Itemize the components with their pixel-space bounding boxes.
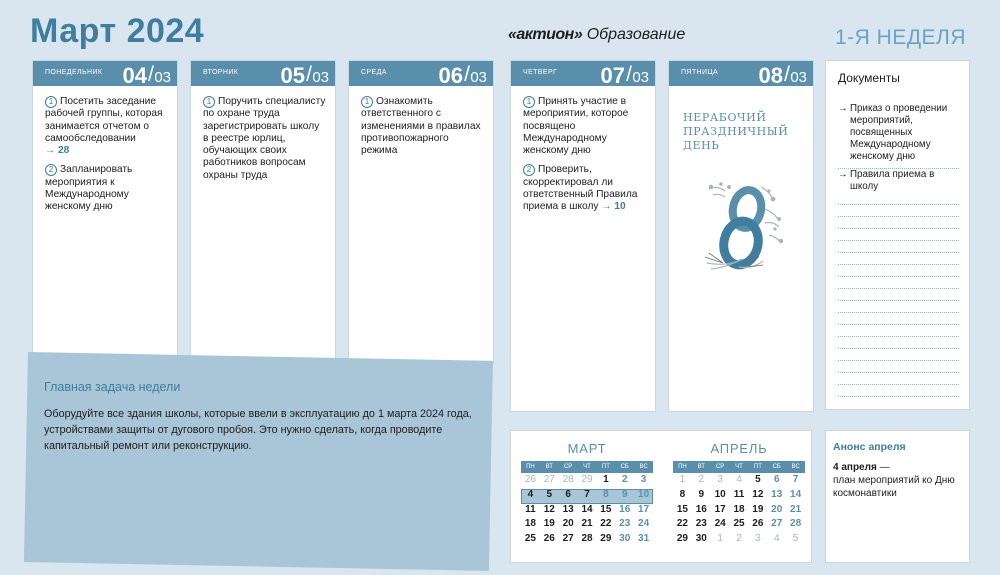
day-date: 05 <box>280 63 305 88</box>
ruled-line <box>838 216 959 217</box>
task-text: Запланировать мероприятия к Международному женскому дню <box>45 164 133 213</box>
calendar-day: 3 <box>755 533 761 545</box>
week-label: 1-Я НЕДЕЛЯ <box>834 26 966 49</box>
calendar-day: 29 <box>676 533 688 545</box>
calendar-day: 19 <box>752 503 764 515</box>
calendar-day: 22 <box>676 518 688 530</box>
calendar-day: 26 <box>543 533 555 545</box>
calendar-week-row <box>673 473 805 488</box>
day-name: ЧЕТВЕРГ <box>523 69 558 76</box>
weekday-label: ВС <box>639 464 648 470</box>
ruled-line <box>838 288 959 289</box>
calendar-day: 25 <box>524 533 536 545</box>
task-list <box>349 86 493 157</box>
ruled-line <box>838 324 959 325</box>
calendar-day: 4 <box>527 488 534 500</box>
task-item <box>523 96 647 157</box>
calendar-day: 3 <box>717 474 723 485</box>
calendar-day: 4 <box>736 474 742 485</box>
calendar-day: 14 <box>581 503 593 515</box>
calendar-weekday-header <box>673 461 805 473</box>
calendar-day: 30 <box>695 533 707 545</box>
calendar-day: 29 <box>600 533 612 545</box>
day-month: 03 <box>470 69 487 86</box>
day-header <box>511 61 655 86</box>
task-list <box>33 86 177 214</box>
calendar-day: 24 <box>714 518 726 530</box>
ruled-line <box>838 384 959 385</box>
calendar-april <box>673 431 805 547</box>
day-header <box>669 61 813 86</box>
calendar-day: 12 <box>752 488 764 500</box>
calendar-day: 23 <box>619 518 631 530</box>
calendar-day: 28 <box>790 518 802 530</box>
calendar-day: 30 <box>619 533 631 545</box>
day-month: 03 <box>154 69 171 86</box>
weekday-label: ПТ <box>601 464 610 470</box>
calendar-day: 13 <box>562 503 574 515</box>
calendar-day: 1 <box>717 533 723 545</box>
day-date: 06 <box>438 63 463 88</box>
calendar-day: 4 <box>773 533 780 545</box>
holiday-line: НЕРАБОЧИЙ <box>683 111 767 124</box>
announcement-title: Анонс апреля <box>833 441 906 453</box>
calendar-day: 7 <box>584 488 590 500</box>
task-list <box>511 86 655 214</box>
day-card-thursday <box>510 60 656 412</box>
calendar-day: 27 <box>543 474 555 485</box>
day-date: 07 <box>600 63 625 88</box>
arrow-right-icon: → <box>838 169 848 180</box>
calendar-day: 14 <box>790 488 802 500</box>
calendar-day: 16 <box>695 503 707 515</box>
task-item <box>45 96 169 157</box>
calendar-day: 7 <box>792 474 799 485</box>
task-number: 2 <box>523 164 535 176</box>
weekday-label: ПН <box>678 464 687 470</box>
weekday-label: ВТ <box>545 464 553 470</box>
calendar-day: 18 <box>524 518 536 530</box>
day-date: 04 <box>122 63 147 88</box>
weekday-label: ВТ <box>697 464 705 470</box>
weekday-label: ПТ <box>753 464 762 470</box>
day-month: 03 <box>632 69 649 86</box>
calendar-day: 27 <box>562 533 574 545</box>
ruled-line <box>838 312 959 313</box>
calendar-week-row <box>673 532 805 547</box>
weekday-label: ЧТ <box>583 464 591 470</box>
calendar-day: 21 <box>790 503 802 515</box>
calendar-day: 2 <box>698 474 705 485</box>
day-header <box>33 61 177 86</box>
calendar-week-row <box>673 488 805 503</box>
page-ref: → 28 <box>45 145 70 157</box>
calendar-day: 1 <box>603 474 609 485</box>
holiday-line: ПРАЗДНИЧНЫЙ ДЕНЬ <box>683 125 789 152</box>
announcement-text: 4 апреля — план мероприятий ко Дню космонавтики <box>833 462 955 499</box>
day-name: ВТОРНИК <box>203 69 239 76</box>
task-text: Поручить специалисту по охране труда зарегистрировать школу в реестре юрлиц, обучающих своих работников вопросам охраны труда <box>203 96 326 181</box>
calendar-day: 16 <box>619 503 631 515</box>
day-card-friday <box>668 60 814 412</box>
task-text: Посетить заседание рабочей группы, которая занимается отчетом о самообследовании <box>45 96 163 144</box>
calendar-day: 2 <box>621 474 628 485</box>
day-header <box>349 61 493 86</box>
calendar-day: 9 <box>698 488 705 500</box>
calendar-day: 8 <box>679 488 686 500</box>
day-date: 08 <box>758 63 783 88</box>
calendar-day: 13 <box>771 488 783 500</box>
calendar-day: 3 <box>640 474 647 485</box>
main-task-text: Оборудуйте все здания школы, которые ввели в эксплуатацию до 1 марта 2024 года, устройствами защиты от дугового пробоя. Это нужно сделать, когда проводите капитальный ремонт или реконструкцию. <box>44 408 472 452</box>
task-number: 1 <box>361 96 373 108</box>
date-slash: / <box>148 63 154 86</box>
calendar-day: 20 <box>771 503 783 515</box>
day-name: СРЕДА <box>361 69 387 76</box>
calendar-day: 22 <box>600 518 612 530</box>
day-card-wednesday <box>348 60 494 365</box>
calendar-day: 18 <box>733 503 745 515</box>
calendar-day: 28 <box>581 533 593 545</box>
weekday-label: СР <box>715 464 725 470</box>
ruled-line <box>838 276 959 277</box>
ruled-line <box>838 252 959 253</box>
weekday-label: СБ <box>772 464 781 470</box>
calendar-day: 2 <box>736 533 742 545</box>
ruled-line <box>838 360 959 361</box>
document-item[interactable] <box>838 103 963 163</box>
calendar-day: 12 <box>543 503 555 515</box>
announcement-date: 4 апреля <box>833 462 877 473</box>
mini-calendars <box>510 430 812 563</box>
calendar-day: 5 <box>755 474 761 485</box>
page-ref: → 10 <box>601 201 626 213</box>
calendar-day: 15 <box>676 503 688 515</box>
calendar-day: 1 <box>679 474 686 485</box>
calendar-day: 5 <box>546 488 553 500</box>
page-title: Март 2024 <box>30 12 205 50</box>
calendar-day: 17 <box>638 503 650 515</box>
document-title: Приказ о проведении мероприятий, посвященных Международному женскому дню <box>850 103 948 163</box>
day-month: 03 <box>312 69 329 86</box>
march-8-illustration <box>699 179 789 274</box>
calendar-day: 21 <box>581 518 593 530</box>
calendar-day: 17 <box>714 503 726 515</box>
ruled-line <box>838 372 959 373</box>
calendar-week-row <box>521 517 653 532</box>
calendar-day: 6 <box>773 474 780 485</box>
task-item <box>45 164 169 213</box>
task-item <box>361 96 485 157</box>
day-month: 03 <box>790 69 807 86</box>
weekday-label: СБ <box>620 464 629 470</box>
documents-panel <box>825 60 970 410</box>
date-slash: / <box>464 63 470 86</box>
calendar-day: 11 <box>525 503 536 515</box>
document-title: Правила приема в школу <box>850 169 935 193</box>
ruled-line <box>838 300 959 301</box>
calendar-day: 10 <box>714 488 726 500</box>
main-task-content <box>30 380 490 454</box>
announcement-body: план мероприятий ко Дню космонавтики <box>833 475 955 499</box>
main-task-title: Главная задача недели <box>44 380 181 394</box>
calendar-day: 26 <box>524 474 536 485</box>
day-card-monday <box>32 60 178 365</box>
ruled-line <box>838 396 959 397</box>
calendar-day: 23 <box>695 518 707 530</box>
calendar-week-row <box>673 503 805 518</box>
calendar-day: 9 <box>621 488 628 500</box>
ruled-line <box>838 264 959 265</box>
task-item <box>523 164 647 213</box>
calendar-day: 31 <box>638 533 650 545</box>
calendar-week-row <box>521 488 653 503</box>
calendar-day: 11 <box>733 488 745 500</box>
task-list <box>191 86 335 182</box>
date-slash: / <box>626 63 632 86</box>
calendar-month-title: АПРЕЛЬ <box>710 441 768 456</box>
task-text: Проверить, скорректировал ли ответственный Правила приема в школу <box>523 164 638 213</box>
brand-logo <box>508 26 685 44</box>
calendar-week-row <box>521 473 653 488</box>
calendar-march <box>521 431 653 547</box>
task-text: Ознакомить ответственного с изменениями в правилах противопожарного режима <box>361 96 481 157</box>
announcement-panel <box>825 430 970 563</box>
calendar-day: 27 <box>771 518 783 530</box>
calendar-day: 26 <box>752 518 764 530</box>
calendar-day: 29 <box>581 474 593 485</box>
ruled-line <box>838 348 959 349</box>
task-number: 1 <box>203 96 215 108</box>
ruled-line <box>838 336 959 337</box>
calendar-day: 10 <box>638 488 650 500</box>
calendar-day: 15 <box>600 503 612 515</box>
calendar-week-row <box>673 517 805 532</box>
holiday-label <box>683 111 813 153</box>
calendar-day: 8 <box>603 488 609 500</box>
ruled-line <box>838 204 959 205</box>
calendar-week-row <box>521 503 653 518</box>
day-name: ПЯТНИЦА <box>681 69 719 76</box>
weekday-label: ПН <box>526 464 535 470</box>
documents-title: Документы <box>838 71 900 85</box>
brand-rest: Образование <box>586 26 686 43</box>
ruled-line <box>838 240 959 241</box>
task-number: 1 <box>45 96 57 108</box>
brand-bold: «актион» <box>508 26 583 43</box>
task-item <box>203 96 327 182</box>
calendar-month-title: МАРТ <box>567 441 607 456</box>
date-slash: / <box>784 63 790 86</box>
day-name: ПОНЕДЕЛЬНИК <box>45 69 103 76</box>
task-number: 1 <box>523 96 535 108</box>
day-header <box>191 61 335 86</box>
weekday-label: ВС <box>791 464 800 470</box>
day-card-tuesday <box>190 60 336 365</box>
weekday-label: СР <box>563 464 573 470</box>
calendar-day: 25 <box>733 518 745 530</box>
calendar-day: 19 <box>543 518 555 530</box>
ruled-line <box>838 228 959 229</box>
date-slash: / <box>306 63 312 86</box>
calendar-week-row <box>521 532 653 547</box>
document-item[interactable] <box>838 169 963 193</box>
weekday-label: ЧТ <box>735 464 743 470</box>
arrow-right-icon: → <box>838 103 848 114</box>
calendar-day: 20 <box>562 518 574 530</box>
calendar-day: 5 <box>792 533 799 545</box>
task-number: 2 <box>45 164 57 176</box>
calendar-day: 28 <box>562 474 574 485</box>
calendar-weekday-header <box>521 461 653 473</box>
calendar-day: 24 <box>638 518 650 530</box>
task-text: Принять участие в мероприятии, которое посвящено Международному женскому дню <box>523 96 629 157</box>
calendar-day: 6 <box>565 488 571 500</box>
